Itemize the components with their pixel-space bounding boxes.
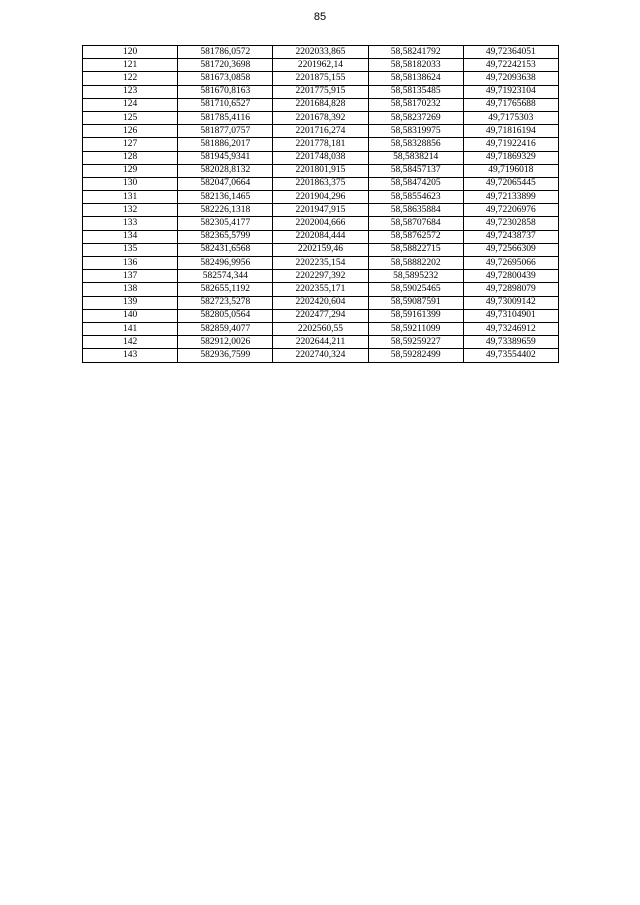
point-number-cell: 141	[83, 322, 178, 335]
y-coordinate-cell: 2201875,155	[273, 72, 368, 85]
table-row	[83, 230, 559, 243]
table-row	[83, 164, 559, 177]
longitude-cell: 49,72065445	[463, 177, 558, 190]
table-row	[83, 217, 559, 230]
x-coordinate-cell: 582805,0564	[178, 309, 273, 322]
point-number-cell: 139	[83, 296, 178, 309]
longitude-cell: 49,73009142	[463, 296, 558, 309]
latitude-cell: 58,58182033	[368, 59, 463, 72]
table-row	[83, 349, 559, 362]
table-row	[83, 59, 559, 72]
latitude-cell: 58,58882202	[368, 257, 463, 270]
x-coordinate-cell: 582047,0664	[178, 177, 273, 190]
x-coordinate-cell: 582723,5278	[178, 296, 273, 309]
point-number-cell: 136	[83, 257, 178, 270]
table-row	[83, 204, 559, 217]
latitude-cell: 58,58707684	[368, 217, 463, 230]
y-coordinate-cell: 2202420,604	[273, 296, 368, 309]
longitude-cell: 49,71765688	[463, 98, 558, 111]
x-coordinate-cell: 581785,4116	[178, 111, 273, 124]
point-number-cell: 135	[83, 243, 178, 256]
longitude-cell: 49,71923104	[463, 85, 558, 98]
latitude-cell: 58,59025465	[368, 283, 463, 296]
y-coordinate-cell: 2202159,46	[273, 243, 368, 256]
x-coordinate-cell: 581670,8163	[178, 85, 273, 98]
point-number-cell: 129	[83, 164, 178, 177]
longitude-cell: 49,7196018	[463, 164, 558, 177]
table-row	[83, 177, 559, 190]
y-coordinate-cell: 2201775,915	[273, 85, 368, 98]
coordinates-table-body	[83, 46, 559, 363]
longitude-cell: 49,73554402	[463, 349, 558, 362]
latitude-cell: 58,58762572	[368, 230, 463, 243]
point-number-cell: 132	[83, 204, 178, 217]
point-number-cell: 138	[83, 283, 178, 296]
table-row	[83, 125, 559, 138]
x-coordinate-cell: 582305,4177	[178, 217, 273, 230]
table-row	[83, 46, 559, 59]
y-coordinate-cell: 2202297,392	[273, 270, 368, 283]
latitude-cell: 58,59282499	[368, 349, 463, 362]
longitude-cell: 49,72438737	[463, 230, 558, 243]
table-row	[83, 72, 559, 85]
latitude-cell: 58,58135485	[368, 85, 463, 98]
x-coordinate-cell: 582655,1192	[178, 283, 273, 296]
y-coordinate-cell: 2201801,915	[273, 164, 368, 177]
longitude-cell: 49,73246912	[463, 322, 558, 335]
longitude-cell: 49,7175303	[463, 111, 558, 124]
x-coordinate-cell: 582936,7599	[178, 349, 273, 362]
y-coordinate-cell: 2201904,296	[273, 191, 368, 204]
latitude-cell: 58,58474205	[368, 177, 463, 190]
point-number-cell: 126	[83, 125, 178, 138]
longitude-cell: 49,72133899	[463, 191, 558, 204]
latitude-cell: 58,5838214	[368, 151, 463, 164]
point-number-cell: 124	[83, 98, 178, 111]
y-coordinate-cell: 2201778,181	[273, 138, 368, 151]
longitude-cell: 49,72364051	[463, 46, 558, 59]
y-coordinate-cell: 2202355,171	[273, 283, 368, 296]
y-coordinate-cell: 2202740,324	[273, 349, 368, 362]
point-number-cell: 127	[83, 138, 178, 151]
longitude-cell: 49,71922416	[463, 138, 558, 151]
longitude-cell: 49,73389659	[463, 336, 558, 349]
y-coordinate-cell: 2202235,154	[273, 257, 368, 270]
latitude-cell: 58,58319975	[368, 125, 463, 138]
y-coordinate-cell: 2201716,274	[273, 125, 368, 138]
y-coordinate-cell: 2201678,392	[273, 111, 368, 124]
x-coordinate-cell: 582912,0026	[178, 336, 273, 349]
longitude-cell: 49,73104901	[463, 309, 558, 322]
latitude-cell: 58,59259227	[368, 336, 463, 349]
y-coordinate-cell: 2202084,444	[273, 230, 368, 243]
x-coordinate-cell: 582496,9956	[178, 257, 273, 270]
point-number-cell: 125	[83, 111, 178, 124]
latitude-cell: 58,58241792	[368, 46, 463, 59]
longitude-cell: 49,71869329	[463, 151, 558, 164]
y-coordinate-cell: 2202033,865	[273, 46, 368, 59]
longitude-cell: 49,72898079	[463, 283, 558, 296]
page-number: 85	[313, 11, 327, 23]
table-row	[83, 270, 559, 283]
point-number-cell: 137	[83, 270, 178, 283]
longitude-cell: 49,72302858	[463, 217, 558, 230]
x-coordinate-cell: 582859,4077	[178, 322, 273, 335]
table-row	[83, 138, 559, 151]
table-row	[83, 191, 559, 204]
latitude-cell: 58,58822715	[368, 243, 463, 256]
latitude-cell: 58,59161399	[368, 309, 463, 322]
coordinates-table	[82, 45, 559, 363]
y-coordinate-cell: 2201863,375	[273, 177, 368, 190]
longitude-cell: 49,72695066	[463, 257, 558, 270]
point-number-cell: 140	[83, 309, 178, 322]
table-row	[83, 243, 559, 256]
latitude-cell: 58,58138624	[368, 72, 463, 85]
y-coordinate-cell: 2202004,666	[273, 217, 368, 230]
table-row	[83, 85, 559, 98]
point-number-cell: 122	[83, 72, 178, 85]
point-number-cell: 123	[83, 85, 178, 98]
longitude-cell: 49,72206976	[463, 204, 558, 217]
y-coordinate-cell: 2201684,828	[273, 98, 368, 111]
x-coordinate-cell: 582028,8132	[178, 164, 273, 177]
point-number-cell: 121	[83, 59, 178, 72]
y-coordinate-cell: 2201962,14	[273, 59, 368, 72]
x-coordinate-cell: 581877,0757	[178, 125, 273, 138]
latitude-cell: 58,58457137	[368, 164, 463, 177]
latitude-cell: 58,5895232	[368, 270, 463, 283]
point-number-cell: 131	[83, 191, 178, 204]
latitude-cell: 58,58170232	[368, 98, 463, 111]
y-coordinate-cell: 2201947,915	[273, 204, 368, 217]
point-number-cell: 134	[83, 230, 178, 243]
table-row	[83, 336, 559, 349]
x-coordinate-cell: 582431,6568	[178, 243, 273, 256]
latitude-cell: 58,58237269	[368, 111, 463, 124]
latitude-cell: 58,58328856	[368, 138, 463, 151]
x-coordinate-cell: 581710,6527	[178, 98, 273, 111]
longitude-cell: 49,72800439	[463, 270, 558, 283]
x-coordinate-cell: 581945,9341	[178, 151, 273, 164]
x-coordinate-cell: 582226,1318	[178, 204, 273, 217]
x-coordinate-cell: 582365,5799	[178, 230, 273, 243]
table-row	[83, 111, 559, 124]
x-coordinate-cell: 581720,3698	[178, 59, 273, 72]
table-row	[83, 322, 559, 335]
point-number-cell: 143	[83, 349, 178, 362]
longitude-cell: 49,71816194	[463, 125, 558, 138]
longitude-cell: 49,72566309	[463, 243, 558, 256]
latitude-cell: 58,59087591	[368, 296, 463, 309]
table-row	[83, 296, 559, 309]
x-coordinate-cell: 582574,344	[178, 270, 273, 283]
y-coordinate-cell: 2201748,038	[273, 151, 368, 164]
y-coordinate-cell: 2202560,55	[273, 322, 368, 335]
point-number-cell: 133	[83, 217, 178, 230]
latitude-cell: 58,58554623	[368, 191, 463, 204]
x-coordinate-cell: 582136,1465	[178, 191, 273, 204]
point-number-cell: 120	[83, 46, 178, 59]
x-coordinate-cell: 581673,0858	[178, 72, 273, 85]
y-coordinate-cell: 2202644,211	[273, 336, 368, 349]
y-coordinate-cell: 2202477,294	[273, 309, 368, 322]
latitude-cell: 58,59211099	[368, 322, 463, 335]
x-coordinate-cell: 581886,2017	[178, 138, 273, 151]
longitude-cell: 49,72093638	[463, 72, 558, 85]
point-number-cell: 142	[83, 336, 178, 349]
table-row	[83, 151, 559, 164]
table-row	[83, 309, 559, 322]
x-coordinate-cell: 581786,0572	[178, 46, 273, 59]
longitude-cell: 49,72242153	[463, 59, 558, 72]
table-row	[83, 257, 559, 270]
point-number-cell: 128	[83, 151, 178, 164]
latitude-cell: 58,58635884	[368, 204, 463, 217]
table-row	[83, 98, 559, 111]
table-row	[83, 283, 559, 296]
point-number-cell: 130	[83, 177, 178, 190]
